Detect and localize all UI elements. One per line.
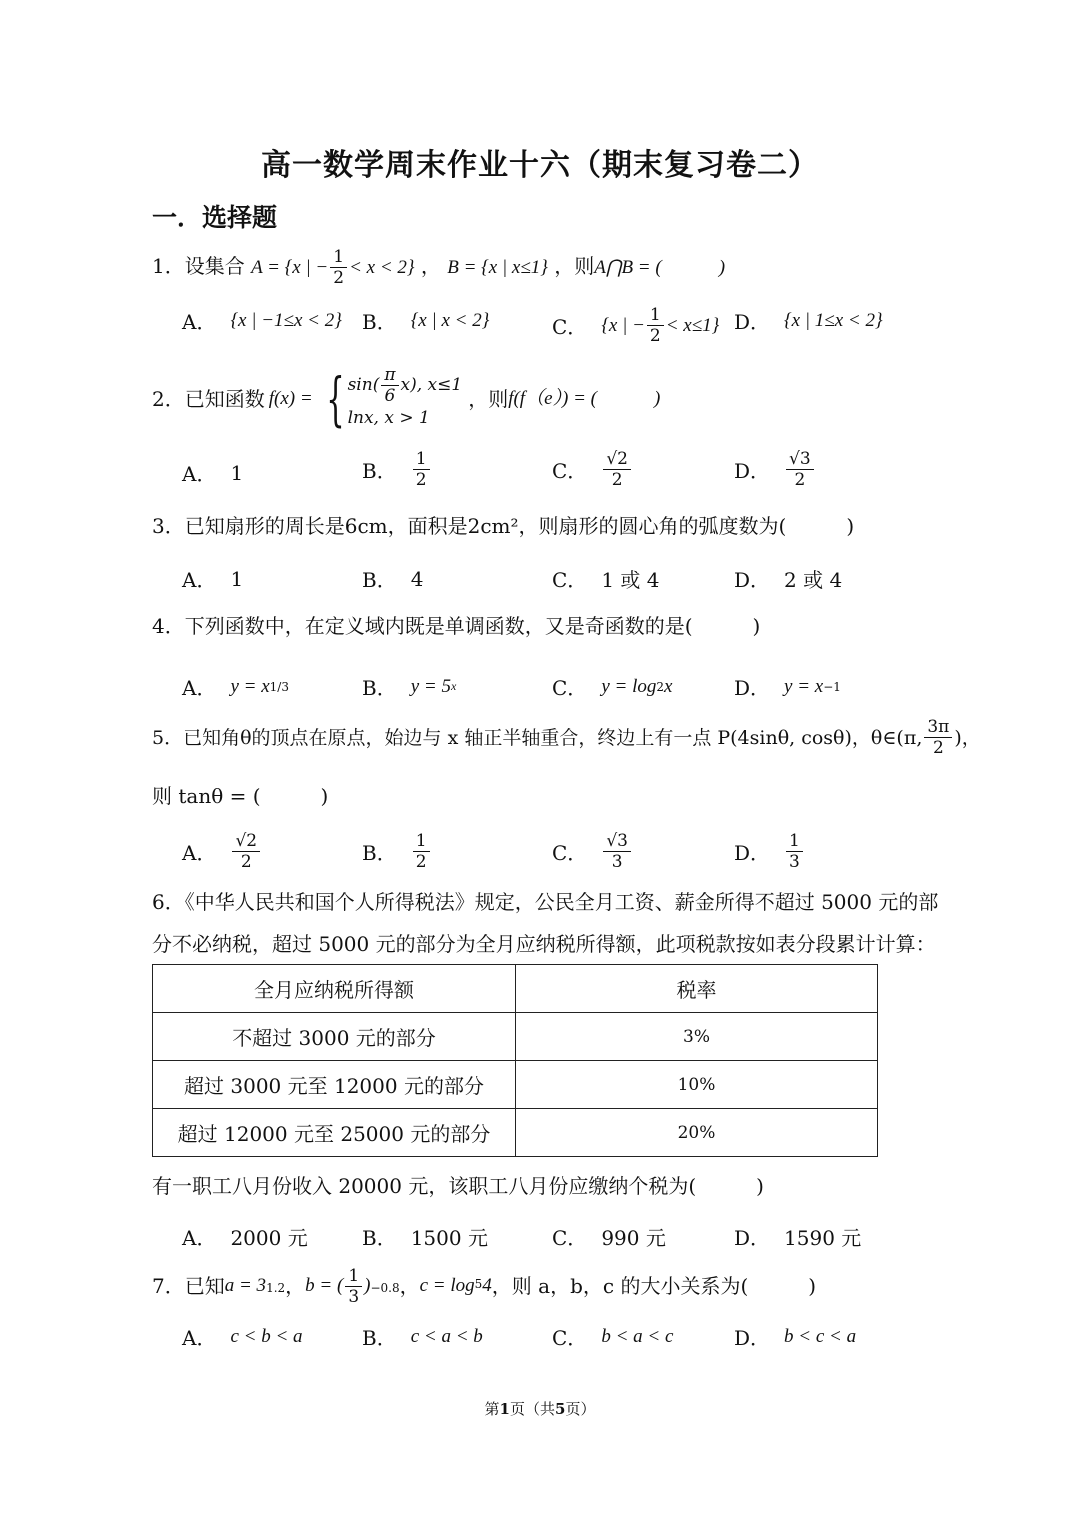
- option-d[interactable]: [734, 1322, 856, 1351]
- page-total: 5: [555, 1400, 566, 1418]
- question-1-suffix: ，则: [554, 254, 595, 278]
- option-label: A．: [182, 462, 217, 486]
- question-2-suffix: ，则: [468, 386, 509, 411]
- option-label: A．: [182, 1326, 217, 1350]
- option-text: 2 或 4: [784, 568, 843, 592]
- expr-a-exponent: 1.2: [266, 1281, 286, 1295]
- option-label: C．: [552, 315, 588, 339]
- frac-numerator: 1: [647, 306, 664, 326]
- page-footer: [0, 1398, 1080, 1419]
- expr-c-tail: 4: [482, 1275, 492, 1296]
- frac-numerator: √2: [603, 450, 631, 470]
- table-row: [153, 1109, 878, 1157]
- option-label: A．: [182, 676, 217, 700]
- option-text: b < c < a: [784, 1325, 857, 1347]
- piecewise-function: [317, 366, 463, 431]
- option-label: C．: [552, 1326, 588, 1350]
- option-label: C．: [552, 1226, 588, 1250]
- frac-numerator: 1: [413, 832, 430, 852]
- frac-numerator: √3: [603, 832, 631, 852]
- table-header-cell: 全月应纳税所得额: [153, 965, 516, 1013]
- question-6-options: [152, 1222, 1012, 1262]
- option-label: D．: [734, 459, 771, 483]
- option-label: D．: [734, 1326, 771, 1350]
- page-number: 1: [499, 1400, 510, 1418]
- page-title: 高一数学周末作业十六（期末复习卷二）: [261, 148, 819, 183]
- piece-row-1: [348, 366, 463, 405]
- option-d[interactable]: [734, 832, 805, 871]
- frac-denominator: 2: [415, 852, 427, 872]
- option-subscript: 2: [656, 679, 664, 694]
- option-text: y = log: [601, 675, 657, 697]
- option-text: 1: [230, 566, 244, 591]
- option-text: 1: [230, 460, 244, 485]
- frac-numerator: √2: [232, 832, 260, 852]
- piece-row-2: lnx, x > 1: [347, 408, 430, 428]
- expr-c-base: 5: [474, 1277, 483, 1291]
- question-1: [152, 248, 725, 287]
- option-label: B．: [362, 1226, 397, 1250]
- frac-denominator: 2: [794, 470, 806, 490]
- option-text: 4: [410, 566, 424, 591]
- option-label: B．: [362, 568, 397, 592]
- separator: ，: [399, 1274, 420, 1298]
- option-b[interactable]: [362, 1222, 488, 1251]
- question-1-prefix: 1．设集合: [152, 254, 245, 278]
- frac-numerator: 3π: [924, 718, 952, 738]
- section-heading: 一．选择题: [152, 203, 278, 232]
- option-label: B．: [362, 459, 397, 483]
- option-text: {x | −1≤x < 2}: [230, 309, 342, 331]
- question-5: [152, 718, 981, 757]
- option-a[interactable]: [182, 564, 243, 593]
- option-fraction: [603, 450, 631, 489]
- option-text-start: {x | −: [601, 314, 645, 336]
- option-label: A．: [182, 568, 217, 592]
- expr-b-exponent: −0.8: [370, 1281, 400, 1295]
- option-d[interactable]: [734, 306, 883, 335]
- option-label: B．: [362, 310, 397, 334]
- option-c[interactable]: [552, 306, 719, 345]
- option-fraction: [786, 450, 814, 489]
- option-text: c < b < a: [230, 1325, 303, 1347]
- option-fraction: [603, 832, 631, 871]
- option-label: B．: [362, 676, 397, 700]
- frac-numerator: 1: [413, 450, 430, 470]
- frac-denominator: 2: [415, 470, 427, 490]
- option-c[interactable]: [552, 1222, 666, 1251]
- expr-c: c = log: [419, 1275, 475, 1296]
- question-1-ask: A⋂B = ( ): [594, 257, 726, 278]
- option-a[interactable]: [182, 458, 243, 487]
- question-5-options: [152, 832, 1012, 872]
- question-5-line-1-end: )，: [954, 726, 981, 749]
- option-b[interactable]: [362, 564, 423, 593]
- set-a-expr-start: A = {x | −: [251, 257, 329, 278]
- expr-b-fraction: [345, 1267, 362, 1306]
- piecewise-rows: [348, 366, 463, 431]
- frac-numerator: 1: [786, 832, 803, 852]
- frac-numerator: 1: [345, 1267, 362, 1287]
- frac-numerator: 1: [330, 248, 347, 268]
- option-exponent: −1: [823, 679, 841, 694]
- footer-post: 页）: [565, 1400, 596, 1418]
- question-6-line-1: 6．《中华人民共和国个人所得税法》规定，公民全月工资、薪金所得不超过 5000 元的部: [152, 890, 939, 914]
- function-name: f(x) =: [268, 387, 313, 409]
- option-label: D．: [734, 676, 771, 700]
- option-c[interactable]: [552, 564, 659, 593]
- option-a[interactable]: [182, 672, 289, 701]
- frac-denominator: 2: [932, 738, 944, 758]
- table-row: [153, 1013, 878, 1061]
- table-row: [153, 1061, 878, 1109]
- tax-rate-table: [152, 964, 878, 1157]
- option-label: C．: [552, 459, 588, 483]
- option-label: D．: [734, 310, 771, 334]
- option-fraction: [786, 832, 803, 871]
- piece-row-1-end: x), x≤1: [400, 375, 463, 395]
- option-a[interactable]: [182, 832, 262, 871]
- frac-denominator: 2: [240, 852, 252, 872]
- question-2: [152, 366, 660, 431]
- set-a-fraction: [330, 248, 347, 287]
- option-a[interactable]: [182, 1222, 308, 1251]
- option-b[interactable]: [362, 832, 432, 871]
- question-7: [152, 1262, 816, 1310]
- option-c[interactable]: [552, 1322, 673, 1351]
- frac-denominator: 3: [789, 852, 800, 872]
- question-5-line-1: 5．已知角θ的顶点在原点，始边与 x 轴正半轴重合，终边上有一点 P(4sinθ, cosθ)，θ∈(π,: [152, 726, 923, 749]
- frac-denominator: 3: [348, 1286, 360, 1307]
- table-header-row: [153, 965, 878, 1013]
- option-text: 1500 元: [410, 1226, 488, 1250]
- expr-a: a = 3: [224, 1275, 267, 1296]
- question-7-prefix: 7．已知: [152, 1274, 225, 1298]
- option-label: A．: [182, 841, 217, 865]
- table-cell: 20%: [516, 1109, 878, 1157]
- option-label: C．: [552, 841, 588, 865]
- option-c[interactable]: [552, 672, 672, 701]
- option-fraction: [413, 832, 430, 871]
- option-d[interactable]: [734, 564, 842, 593]
- table-cell: 超过 3000 元至 12000 元的部分: [153, 1061, 516, 1109]
- option-text: 990 元: [601, 1226, 666, 1250]
- option-label: C．: [552, 676, 588, 700]
- table-cell: 3%: [516, 1013, 878, 1061]
- option-label: A．: [182, 310, 217, 334]
- table-cell: 10%: [516, 1061, 878, 1109]
- option-text: 2000 元: [230, 1226, 308, 1250]
- question-3-options: [152, 564, 1012, 604]
- option-label: D．: [734, 568, 771, 592]
- question-3: 3．已知扇形的周长是6cm，面积是2cm²，则扇形的圆心角的弧度数为( ): [152, 514, 855, 538]
- piece-fraction: [381, 366, 398, 405]
- expr-b-close: ): [364, 1275, 371, 1296]
- option-exponent: 1/3: [269, 679, 289, 694]
- option-text: y = x: [230, 675, 270, 697]
- option-label: B．: [362, 841, 397, 865]
- question-7-options: [152, 1322, 1012, 1362]
- frac-denominator: 2: [611, 470, 623, 490]
- table-cell: 超过 12000 元至 25000 元的部分: [153, 1109, 516, 1157]
- frac-denominator: 6: [384, 386, 396, 406]
- footer-mid: 页（共: [509, 1400, 555, 1418]
- option-text: 1 或 4: [601, 568, 660, 592]
- question-2-ask: f(f（e）) = ( ): [508, 387, 661, 409]
- left-brace: {: [325, 364, 345, 433]
- option-text: y = 5: [410, 675, 451, 697]
- option-b[interactable]: [362, 450, 432, 489]
- option-b[interactable]: [362, 306, 489, 335]
- option-text: y = x: [784, 675, 824, 697]
- question-5-fraction: [924, 718, 952, 757]
- option-text: {x | 1≤x < 2}: [784, 309, 883, 331]
- question-2-options: [152, 450, 1012, 490]
- question-4-options: [152, 672, 1012, 712]
- separator: ，: [420, 254, 441, 278]
- option-text: {x | x < 2}: [410, 309, 490, 331]
- option-label: C．: [552, 568, 588, 592]
- option-label: A．: [182, 1226, 217, 1250]
- set-b-expr: B = {x | x≤1}: [447, 257, 548, 278]
- piece-row-1-start: sin(: [347, 375, 380, 395]
- option-text: c < a < b: [410, 1325, 483, 1347]
- option-a[interactable]: [182, 306, 342, 335]
- set-a-expr-end: < x < 2}: [349, 257, 415, 278]
- option-d[interactable]: [734, 1222, 861, 1251]
- question-7-suffix: ，则 a，b，c 的大小关系为( ): [491, 1274, 817, 1298]
- frac-denominator: 3: [611, 852, 623, 872]
- question-1-options: [152, 306, 1012, 346]
- option-text-tail: x: [664, 675, 673, 697]
- option-exponent: x: [450, 679, 457, 693]
- option-text: b < a < c: [601, 1325, 674, 1347]
- option-text-end: < x≤1}: [665, 314, 720, 336]
- question-6-line-3: 有一职工八月份收入 20000 元，该职工八月份应缴纳个税为( ): [152, 1174, 764, 1198]
- table-header-cell: 税率: [516, 965, 878, 1013]
- question-4: 4．下列函数中，在定义域内既是单调函数，又是奇函数的是( ): [152, 614, 761, 638]
- frac-denominator: 2: [333, 268, 345, 288]
- option-a[interactable]: [182, 1322, 303, 1351]
- option-label: B．: [362, 1326, 397, 1350]
- option-fraction: [647, 306, 664, 345]
- expr-b: b = (: [305, 1275, 344, 1296]
- frac-numerator: π: [381, 366, 398, 386]
- option-c[interactable]: [552, 450, 633, 489]
- table-cell: 不超过 3000 元的部分: [153, 1013, 516, 1061]
- separator: ，: [285, 1274, 306, 1298]
- question-5-line-2: 则 tanθ = ( ): [152, 784, 329, 808]
- footer-pre: 第: [484, 1400, 500, 1418]
- option-c[interactable]: [552, 832, 633, 871]
- option-label: D．: [734, 841, 771, 865]
- option-label: D．: [734, 1226, 771, 1250]
- option-b[interactable]: [362, 1322, 483, 1351]
- frac-numerator: √3: [786, 450, 814, 470]
- option-fraction: [413, 450, 430, 489]
- question-2-prefix: 2．已知函数: [152, 386, 265, 411]
- option-d[interactable]: [734, 672, 841, 701]
- option-fraction: [232, 832, 260, 871]
- option-b[interactable]: [362, 672, 456, 701]
- option-text: 1590 元: [784, 1226, 862, 1250]
- frac-denominator: 2: [649, 326, 661, 346]
- option-d[interactable]: [734, 450, 816, 489]
- question-6-line-2: 分不必纳税，超过 5000 元的部分为全月应纳税所得额，此项税款按如表分段累计计算：: [152, 932, 936, 956]
